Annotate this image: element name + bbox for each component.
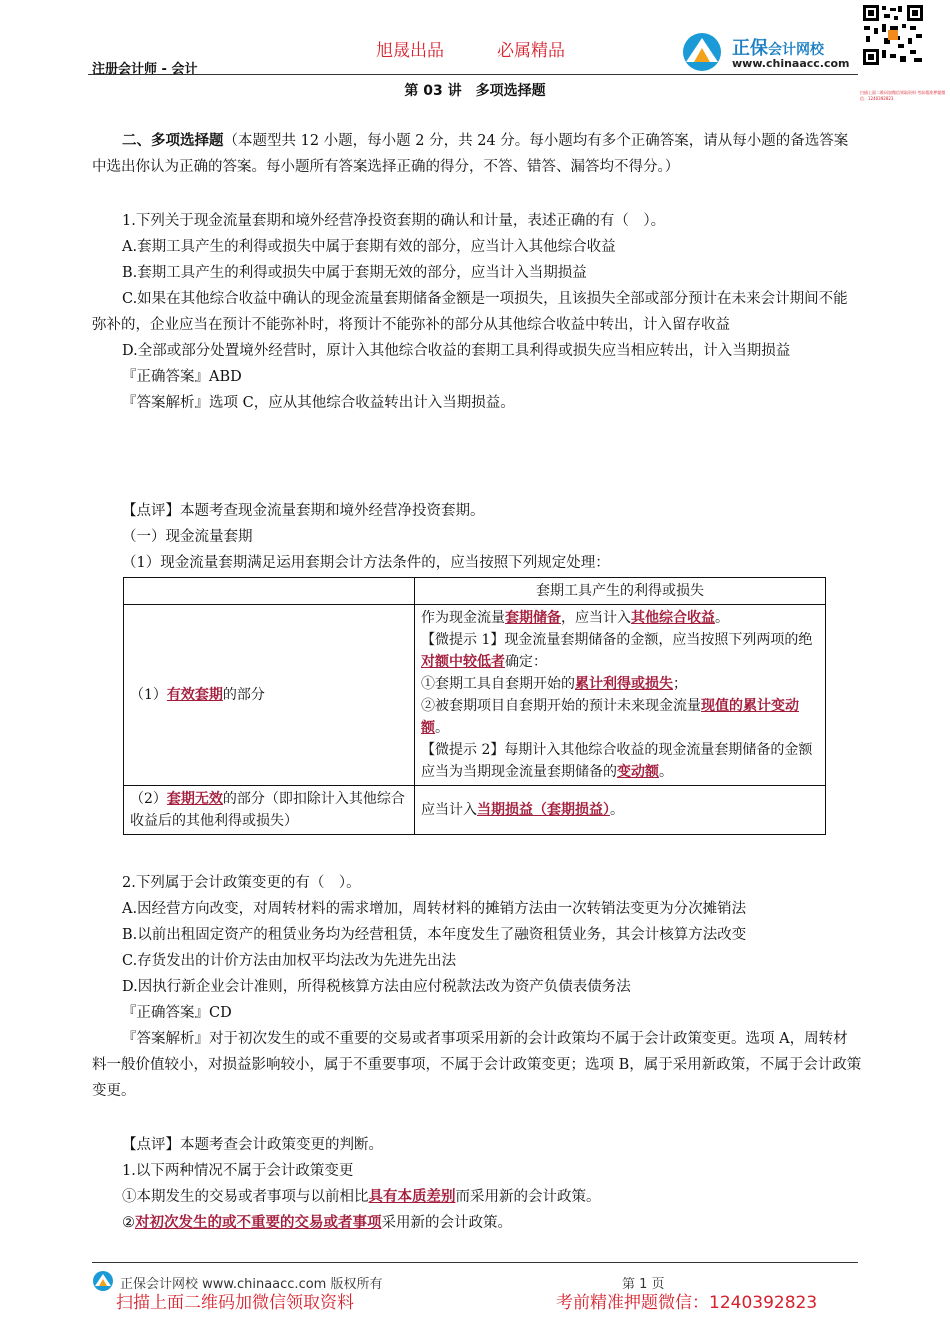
row1-l4-post: 。 bbox=[435, 720, 449, 736]
q1-stem: 1.下列关于现金流量套期和境外经营净投资套期的确认和计量，表述正确的有（ ）。 bbox=[122, 213, 666, 229]
slogan-left: 旭晟出品 bbox=[376, 41, 444, 61]
row1-l5-post: 。 bbox=[659, 764, 673, 780]
row2-right-hl: 当期损益（套期损益） bbox=[477, 802, 610, 818]
row1-l4-hl: 现值的累计变动额 bbox=[421, 698, 799, 736]
row1-line1 bbox=[421, 607, 819, 629]
row1-l1-pre: 作为现金流量 bbox=[421, 610, 505, 626]
row1-line5 bbox=[421, 739, 819, 783]
q2-option-b: B.以前出租固定资产的租赁业务均为经营租赁，本年度发生了融资租赁业务，其会计核算方法改变 bbox=[122, 927, 747, 943]
qr-caption: 扫描上面二维码加微信领取资料 考前精准押题微信：1240392823 bbox=[860, 90, 946, 101]
q2-point1-item2 bbox=[92, 1210, 862, 1236]
row2-left-hl: 套期无效 bbox=[166, 791, 223, 807]
question-2 bbox=[92, 870, 862, 1104]
row1-l3-hl: 累计利得或损失 bbox=[575, 676, 673, 692]
row1-left-hl: 有效套期 bbox=[166, 687, 223, 703]
row1-line2 bbox=[421, 629, 819, 673]
q1-analysis: 『答案解析』选项 C，应从其他综合收益转出计入当期损益。 bbox=[122, 395, 515, 411]
q1-comment-block bbox=[92, 498, 862, 576]
row1-l2-hl: 对额中较低者 bbox=[421, 654, 505, 670]
q1-comment: 【点评】本题考查现金流量套期和境外经营净投资套期。 bbox=[122, 503, 485, 519]
section-intro bbox=[92, 128, 862, 180]
q2-p2-post: 采用新的会计政策。 bbox=[381, 1215, 512, 1231]
q1-answer: 『正确答案』ABD bbox=[122, 369, 242, 385]
row2-right bbox=[415, 786, 826, 835]
footer-page: 第 1 页 bbox=[622, 1277, 665, 1292]
row1-left bbox=[124, 605, 415, 786]
slogan-right: 必属精品 bbox=[497, 41, 565, 61]
promo-left: 扫描上面二维码加微信领取资料 bbox=[116, 1293, 354, 1313]
table-header-row bbox=[124, 578, 826, 605]
footer-divider bbox=[92, 1262, 858, 1263]
header-divider bbox=[88, 74, 858, 75]
row1-l1-end: 。 bbox=[715, 610, 729, 626]
q2-p2-pre: ② bbox=[122, 1215, 135, 1231]
subject-label: 注册会计师 - 会计 bbox=[92, 62, 198, 77]
logo-sub: 会计网校 bbox=[768, 42, 824, 58]
table-header-empty bbox=[124, 578, 415, 605]
q2-p1-post: 而采用新的会计政策。 bbox=[455, 1189, 601, 1205]
q2-p1-pre: ①本期发生的交易或者事项与以前相比 bbox=[122, 1189, 369, 1205]
row1-l4-pre: ②被套期项目自套期开始的预计未来现金流量 bbox=[421, 698, 701, 714]
row1-line3 bbox=[421, 673, 819, 695]
hedge-table bbox=[123, 577, 826, 835]
row1-l5-hl: 变动额 bbox=[617, 764, 659, 780]
row1-l3-post: ； bbox=[673, 676, 687, 692]
logo-name: 正保 bbox=[732, 38, 768, 59]
q2-comment: 【点评】本题考查会计政策变更的判断。 bbox=[122, 1137, 383, 1153]
footer-logo-icon bbox=[92, 1270, 116, 1292]
row2-right-pre: 应当计入 bbox=[421, 802, 477, 818]
q2-p1-hl: 具有本质差别 bbox=[368, 1189, 456, 1205]
qr-code-icon bbox=[862, 4, 924, 66]
row1-left-post: 的部分 bbox=[222, 687, 265, 703]
row1-line4 bbox=[421, 695, 819, 739]
q1-option-d: D.全部或部分处置境外经营时，原计入其他综合收益的套期工具利得或损失应当相应转出，计入当期损益 bbox=[122, 343, 791, 359]
q2-answer: 『正确答案』CD bbox=[122, 1005, 232, 1021]
row1-l1-hl2: 其他综合收益 bbox=[631, 610, 715, 626]
section-label: 二、多项选择题 bbox=[122, 133, 224, 149]
table-header-cell: 套期工具产生的利得或损失 bbox=[415, 578, 826, 605]
lecture-title: 第 03 讲 多项选择题 bbox=[404, 83, 546, 99]
row1-right bbox=[415, 605, 826, 786]
row1-l5-pre: 【微提示 2】每期计入其他综合收益的现金流量套期储备的金额应当为当期现金流量套期储备的 bbox=[421, 742, 813, 780]
row1-l1-mid: ，应当计入 bbox=[561, 610, 631, 626]
row1-l3-pre: ①套期工具自套期开始的 bbox=[421, 676, 575, 692]
q1-sub1: （一）现金流量套期 bbox=[122, 529, 253, 545]
promo-right: 考前精准押题微信：1240392823 bbox=[556, 1293, 818, 1313]
question-1 bbox=[92, 208, 862, 416]
table-row bbox=[124, 605, 826, 786]
row2-left bbox=[124, 786, 415, 835]
row2-right-post: 。 bbox=[610, 802, 624, 818]
row1-l2-pre: 【微提示 1】现金流量套期储备的金额，应当按照下列两项的绝 bbox=[421, 632, 813, 648]
row2-left-pre: （2） bbox=[130, 791, 167, 807]
q2-point1: 1.以下两种情况不属于会计政策变更 bbox=[122, 1163, 354, 1179]
row1-left-pre: （1） bbox=[130, 687, 167, 703]
q2-option-c: C.存货发出的计价方法由加权平均法改为先进先出法 bbox=[122, 953, 457, 969]
q1-option-a: A.套期工具产生的利得或损失中属于套期有效的部分，应当计入其他综合收益 bbox=[122, 239, 616, 255]
section-instructions: （本题型共 12 小题，每小题 2 分，共 24 分。每小题均有多个正确答案，请从每小题的备选答案中选出你认为正确的答案。每小题所有答案选择正确的得分，不答、错答、漏答均不得分。） bbox=[92, 133, 849, 175]
row2-left-post: 的部分（即扣除计入其他综合收益后的其他利得或损失） bbox=[130, 791, 405, 829]
q1-sub2: （1）现金流量套期满足运用套期会计方法条件的，应当按照下列规定处理： bbox=[122, 555, 610, 571]
q1-option-c: C.如果在其他综合收益中确认的现金流量套期储备金额是一项损失，且该损失全部或部分预计在未来会计期间不能弥补的，企业应当在预计不能弥补时，将预计不能弥补的部分从其他综合收益中转出，计入留存收益 bbox=[92, 291, 848, 333]
row1-l2-post: 确定： bbox=[505, 654, 547, 670]
q2-analysis: 『答案解析』对于初次发生的或不重要的交易或者事项采用新的会计政策均不属于会计政策变更。选项 A，周转材料一般价值较小，对损益影响较小，属于不重要事项，不属于会计政策变更；选项 B，属于采用新政策，不属于会计政策变更。 bbox=[92, 1031, 862, 1099]
chinaacc-logo-icon bbox=[680, 32, 728, 72]
row1-l1-hl1: 套期储备 bbox=[505, 610, 561, 626]
q2-stem: 2.下列属于会计政策变更的有（ ）。 bbox=[122, 875, 361, 891]
table-row bbox=[124, 786, 826, 835]
q2-comment-block bbox=[92, 1132, 862, 1236]
q2-option-a: A.因经营方向改变，对周转材料的需求增加，周转材料的摊销方法由一次转销法变更为分次摊销法 bbox=[122, 901, 747, 917]
q1-option-b: B.套期工具产生的利得或损失中属于套期无效的部分，应当计入当期损益 bbox=[122, 265, 587, 281]
footer-copyright: 正保会计网校 www.chinaacc.com 版权所有 bbox=[120, 1277, 383, 1292]
logo-url: www.chinaacc.com bbox=[732, 57, 850, 70]
q2-p2-hl: 对初次发生的或不重要的交易或者事项 bbox=[135, 1215, 382, 1231]
q2-option-d: D.因执行新企业会计准则，所得税核算方法由应付税款法改为资产负债表债务法 bbox=[122, 979, 631, 995]
q2-point1-item1 bbox=[92, 1184, 862, 1210]
